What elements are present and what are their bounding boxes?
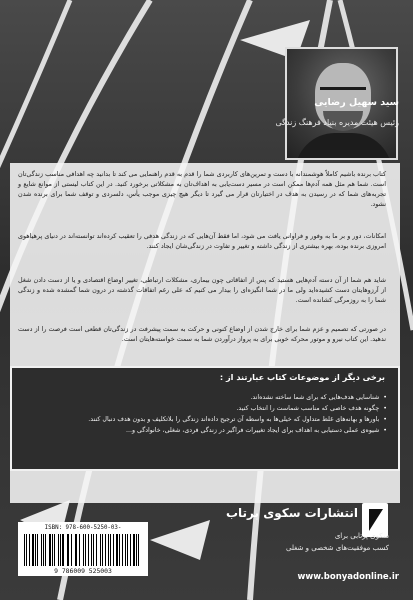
topic-item: • چگونه هدف خاصی که مناسب شماست را انتخاب کنید.	[27, 403, 387, 414]
topic-item: • شناسایی هدف‌هایی که برای شما ساخته نشده‌اند.	[27, 392, 387, 403]
topics-title: برخی دیگر از موضوعات کتاب عبارتند از :	[219, 372, 385, 382]
author-name: سید سهیل رضایی	[314, 97, 399, 108]
barcode	[24, 534, 142, 566]
barcode-number: 9 786009 525003	[54, 567, 112, 575]
paragraph-2: امکانات، دور و بر ما به وفور و فراوانی یافت می شود، اما فقط آن‌هایی که در زندگی هدفی را تعقیب کرده‌اند توانسته‌اند در دنیای پرهیاهوی امروزی برنده بوده، بهره بیشتری از زندگی داشته و تغییر و تفاوت در زندگی‌شان ایجاد کنند.	[18, 232, 386, 250]
topic-item: • شیوه‌ی عملی دستیابی به اهداف برای ایجاد تغییرات فراگیر در زندگی فردی، شغلی، خانوادگی و...	[27, 425, 387, 436]
topic-item: • باورها و بهانه‌های غلط متداول که خیلی‌ها به واسطه آن ترجیح داده‌اند زندگی را بلاتکلیف و بدون هدف دنبال کنند.	[27, 414, 387, 425]
publisher-name: انتشارات سکوی پرتاب	[225, 506, 358, 520]
author-role: رئیس هیئت مدیره بنیاد فرهنگ زندگی	[275, 118, 399, 127]
paragraph-1: کتاب برنده باشیم کاملاً هوشمندانه با دست و تمرین‌های کاربردی شما را قدم به قدم راهنمایی می کند تا بدانید چه اهدافی مناسب زندگی‌تان است. شما هم مثل همه آدم‌ها ممکن است در مسیر دست‌یابی به اهداف‌تان به مشکلاتی برخورد کنید. در این کتاب لیستی از موانع شایع و تجربه‌های شما که در رسیدن به هدف در اختیارتان قرار می گیرد تا دیگر هیچ چیزی موجب یأس، دلسردی و توقف شما برای برنده شدن نشود.	[18, 170, 386, 208]
paragraph-3: شاید هم شما از آن دسته آدم‌هایی هستید که پس از اتفاقاتی چون بیماری، مشکلات ارتباطی، تغییر اوضاع اقتصادی و یا از دست دادن شغل از آرزوهایتان دست کشیده‌اید ولی ما در شما انگیزه‌ای را بیدار می کنیم که علی رغم اتفاقات گذشته در درون شما گمشده شده و زندگی شما را به روزمرگی کشانده است.	[18, 276, 386, 304]
publisher-tagline-1: سکوی پرتابی برای	[334, 532, 389, 540]
topics-list	[27, 392, 387, 436]
isbn-label: ISBN: 978-600-5250-03-	[44, 525, 122, 531]
publisher-website: www.bonyadonline.ir	[297, 572, 399, 582]
publisher-tagline-2: کسب موفقیت‌های شخصی و شغلی	[286, 544, 389, 552]
paragraph-4: در صورتی که تصمیم و عزم شما برای خارج شدن از اوضاع کنونی و حرکت به سمت پیشرفت در زندگی‌تان قطعی است فرصت را از دست ندهید. این کتاب نیرو و موتور محرکه خوبی برای به پرواز درآوردن شما به سمت خواسته‌هایتان است.	[18, 325, 386, 343]
